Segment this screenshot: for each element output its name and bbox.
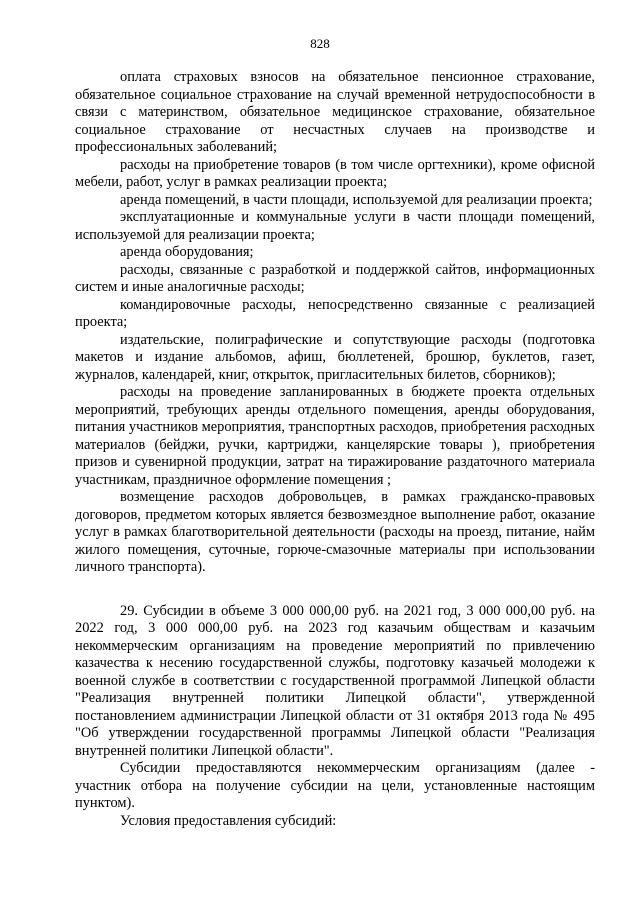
section-gap (75, 577, 595, 603)
paragraph-subsidy-recipients: Субсидии предоставляются некоммерческим организациям (далее - участник отбора на получение субсидии на цели, установленные настоящим пунктом). (75, 760, 595, 811)
page-body (75, 69, 595, 830)
paragraph-event-costs: расходы на проведение запланированных в бюджете проекта отдельных мероприятий, требующих аренды отдельного помещения, аренды оборудования, питания участников мероприятия, транспортных расходов, приобретения расходных материалов (бейджи, ручки, картриджи, канцелярские товары ), приобретения призов и сувенирной продукции, затрат на тиражирование раздаточного материала участникам, праздничное оформление помещения ; (75, 384, 595, 488)
paragraph-utilities: эксплуатационные и коммунальные услуги в части площади помещений, используемой для реализации проекта; (75, 209, 595, 243)
paragraph-volunteer-costs: возмещение расходов добровольцев, в рамках гражданско-правовых договоров, предметом которых является безвозмездное выполнение работ, оказание услуг в рамках благотворительной деятельности (расходы на проезд, питание, найм жилого помещения, суточные, горюче-смазочные материалы при использовании личного транспорта). (75, 489, 595, 575)
paragraph-item-29: 29. Субсидии в объеме 3 000 000,00 руб. на 2021 год, 3 000 000,00 руб. на 2022 год, 3 000 000,00 руб. на 2023 год казачьим обществам и казачьим некоммерческим организациям на проведение мероприятий по привлечению казачества к несению государственной службы, подготовку казачьей молодежи к военной службе в соответствии с государственной программой Липецкой области "Реализация внутренней политики Липецкой области", утвержденной постановлением администрации Липецкой области от 31 октября 2013 года № 495 "Об утверждении государственной программы Липецкой области "Реализация внутренней политики Липецкой области". (75, 602, 595, 759)
paragraph-conditions-heading: Условия предоставления субсидий: (120, 812, 337, 829)
page-number: 828 (310, 36, 330, 51)
paragraph-insurance-contributions: оплата страховых взносов на обязательное пенсионное страхование, обязательное социальное страхование на случай временной нетрудоспособности в связи с материнством, обязательное медицинское страхование, обязательное социальное страхование от несчастных случаев на производстве и профессиональных заболеваний; (75, 69, 595, 155)
paragraph-premises-rent: аренда помещений, в части площади, используемой для реализации проекта; (120, 191, 593, 208)
paragraph-publishing-costs: издательские, полиграфические и сопутствующие расходы (подготовка макетов и издание альбомов, афиш, бюллетеней, брошюр, буклетов, газет, журналов, календарей, книг, открыток, пригласительных билетов, сборников); (75, 331, 595, 383)
paragraph-goods-purchase: расходы на приобретение товаров (в том числе оргтехники), кроме офисной мебели, работ, услуг в рамках реализации проекта; (75, 156, 595, 190)
paragraph-website-costs: расходы, связанные с разработкой и поддержкой сайтов, информационных систем и иные аналогичные расходы; (75, 261, 595, 295)
paragraph-equipment-rent: аренда оборудования; (120, 244, 254, 260)
paragraph-travel-costs: командировочные расходы, непосредственно связанные с реализацией проекта; (75, 296, 595, 330)
